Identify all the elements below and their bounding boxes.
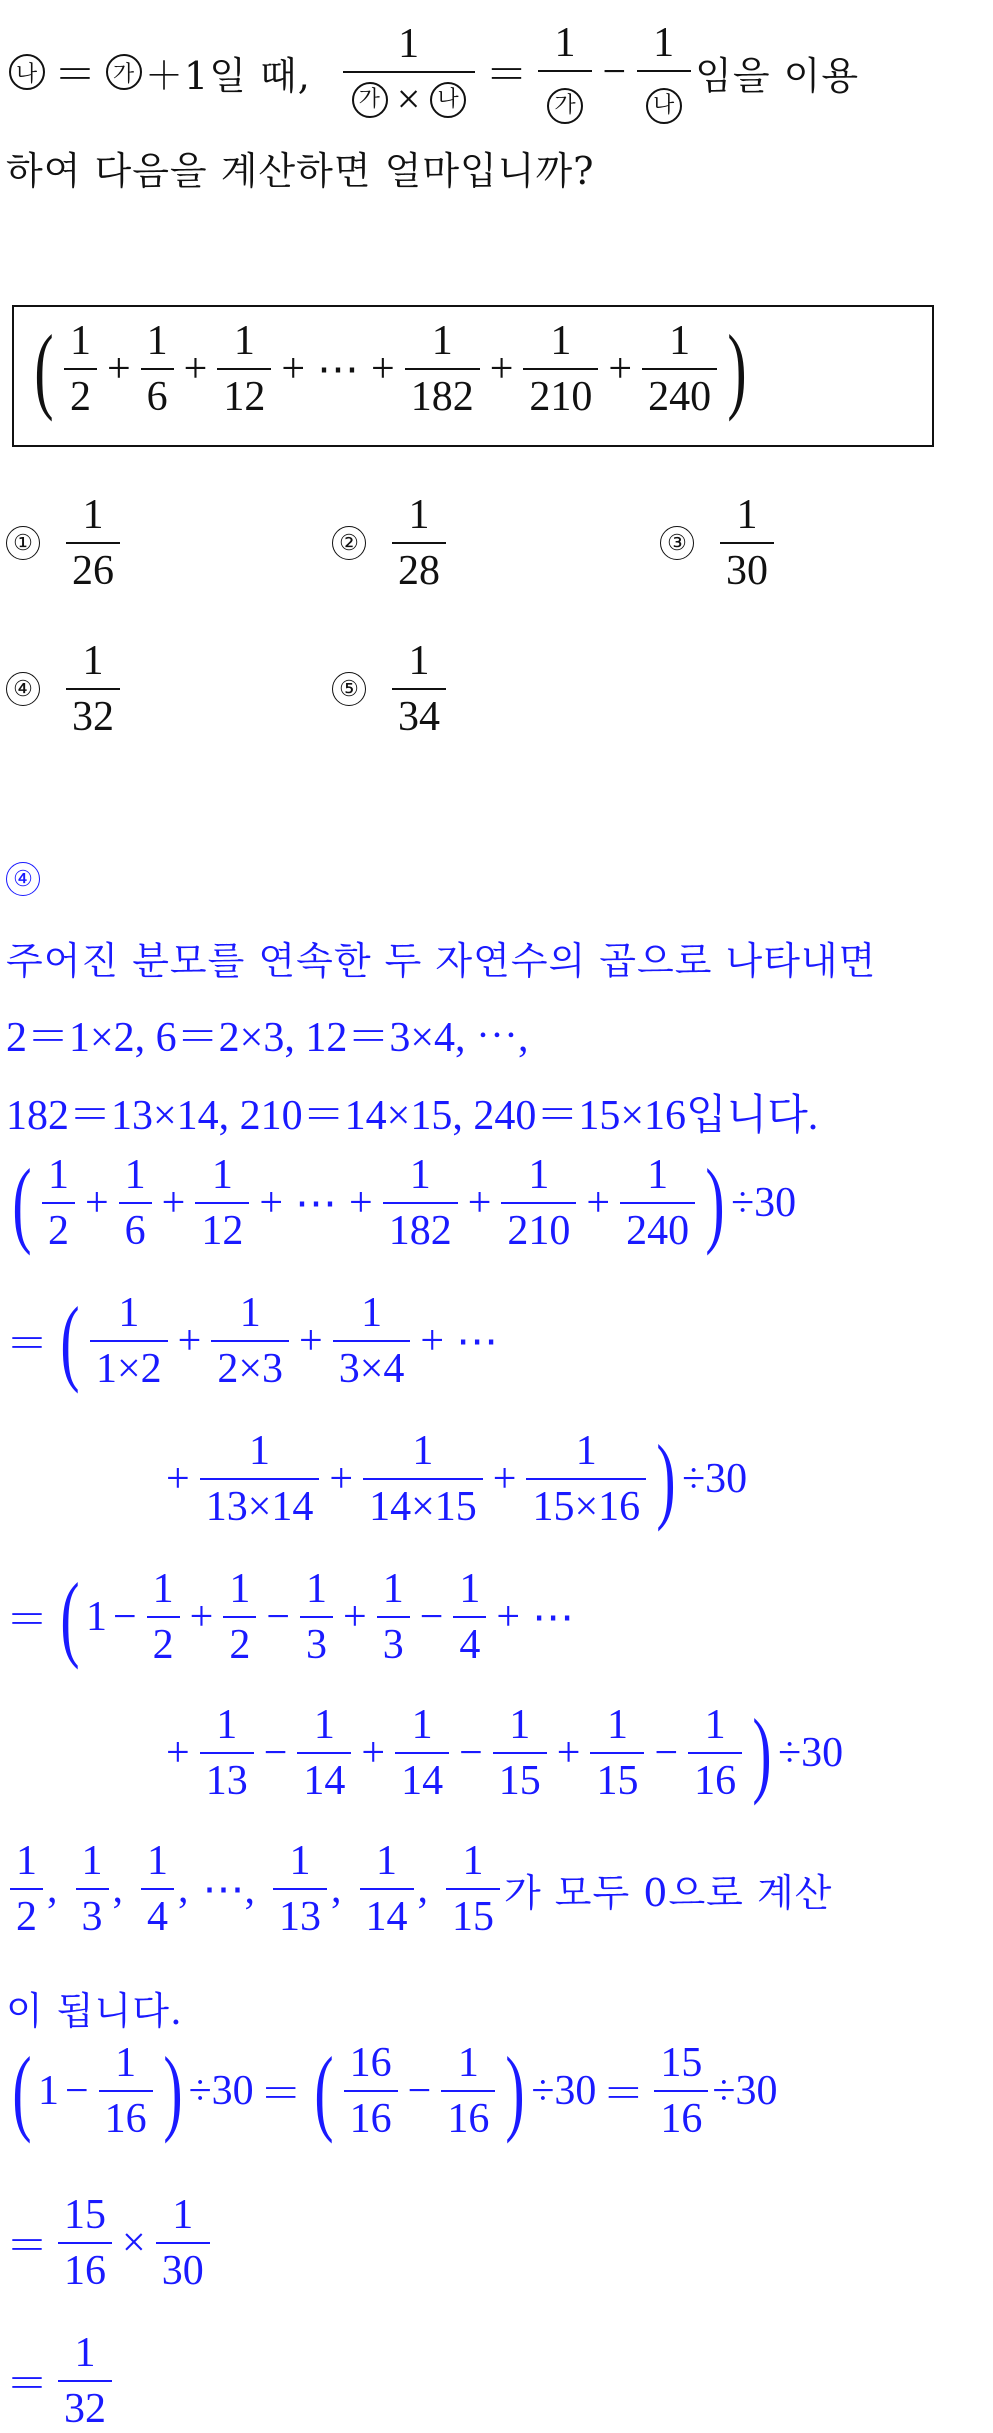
solution-expression-1: ( $\frac{1}{2}$ + $\frac{1}{6}$ + $\frac{1}{12}$ + ⋯ + $\frac{1}{182}$ + $\frac{1}{210}$ + $\frac{1}{240}$ ) ÷30 <box>12 1149 797 1257</box>
identity-rhs-fraction-1: $\frac{1}{\text{가}}$ <box>538 20 592 124</box>
circled-na-icon: 나 <box>430 82 466 118</box>
option-3[interactable]: ③ $\frac{1}{30}$ <box>660 492 778 594</box>
option-5[interactable]: ⑤ $\frac{1}{34}$ <box>332 638 450 740</box>
solution-line-1: 주어진 분모를 연속한 두 자연수의 곱으로 나타내면 <box>6 939 877 983</box>
solution-expression-2: ＝ ( $\frac{1}{1\times 2}$ + $\frac{1}{2\times 3}$ + $\frac{1}{3\times 4}$ + ⋯ <box>6 1287 499 1395</box>
solution-expression-6: ( 1 − $\frac{1}{16}$ ) ÷30 ＝ ( $\frac{16}{16}$ − $\frac{1}{16}$ ) ÷30 ＝ $\frac{15}{16}$ ÷30 <box>12 2037 778 2145</box>
solution-cancel-line-2: 이 됩니다. <box>6 1989 183 2033</box>
solution-expression-7: ＝ $\frac{15}{16}$ × $\frac{1}{30}$ <box>6 2192 214 2294</box>
solution-expression-4: ＝ ( 1 − $\frac{1}{2}$ + $\frac{1}{2}$ − $\frac{1}{3}$ + $\frac{1}{3}$ − $\frac{1}{4}$ + ⋯ <box>6 1563 575 1671</box>
solution-line-2: 2＝1×2, 6＝2×3, 12＝3×4, ⋯, <box>6 1015 529 1061</box>
condition-text: ＋1일 때, <box>145 53 311 98</box>
option-1[interactable]: ① $\frac{1}{26}$ <box>6 492 124 594</box>
solution-cancel-line: $\frac{1}{2}$ , $\frac{1}{3}$ , $\frac{1}{4}$ , ⋯, $\frac{1}{13}$ , $\frac{1}{14}$ , $\frac{1}{15}$ 가 모두 0으로 계산 <box>6 1838 832 1940</box>
identity-rhs-fraction-2: $\frac{1}{\text{나}}$ <box>637 20 691 124</box>
circled-na-icon: 나 <box>646 88 682 124</box>
solution-final: ＝ $\frac{1}{32}$ <box>6 2330 116 2432</box>
solution-expression-3: + $\frac{1}{13\times 14}$ + $\frac{1}{14\times 15}$ + $\frac{1}{15\times 16}$ ) ÷30 <box>166 1425 748 1533</box>
circled-ga-icon: 가 <box>547 88 583 124</box>
circled-ga-icon: 가 <box>352 82 388 118</box>
boxed-expression: ( $\frac{1}{2}$ + $\frac{1}{6}$ + $\frac{1}{12}$ + ⋯ + $\frac{1}{182}$ + $\frac{1}{210}$ + $\frac{1}{240}$ ) <box>34 315 747 423</box>
solution-expression-5: + $\frac{1}{13}$ − $\frac{1}{14}$ + $\frac{1}{14}$ − $\frac{1}{15}$ + $\frac{1}{15}$ − $\frac{1}{16}$ ) ÷30 <box>166 1699 844 1807</box>
circled-ga-icon: 가 <box>106 54 142 90</box>
circled-na-icon: 나 <box>9 54 45 90</box>
problem-line-2: 하여 다음을 계산하면 얼마입니까? <box>6 149 595 193</box>
answer-mark: ④ <box>6 862 40 896</box>
identity-lhs-fraction: 1 가 × 나 <box>343 21 476 123</box>
option-2[interactable]: ② $\frac{1}{28}$ <box>332 492 450 594</box>
solution-line-3: 182＝13×14, 210＝14×15, 240＝15×16입니다. <box>6 1093 819 1139</box>
problem-line-1: 나 ＝ 가 ＋1일 때, 1 가 × 나 ＝ $\frac{1}{\text{가}}$ − $\frac{1}{\text{나}}$ 임을 이용 <box>6 20 859 124</box>
option-4[interactable]: ④ $\frac{1}{32}$ <box>6 638 124 740</box>
problem-text-tail: 임을 이용 <box>695 53 860 98</box>
